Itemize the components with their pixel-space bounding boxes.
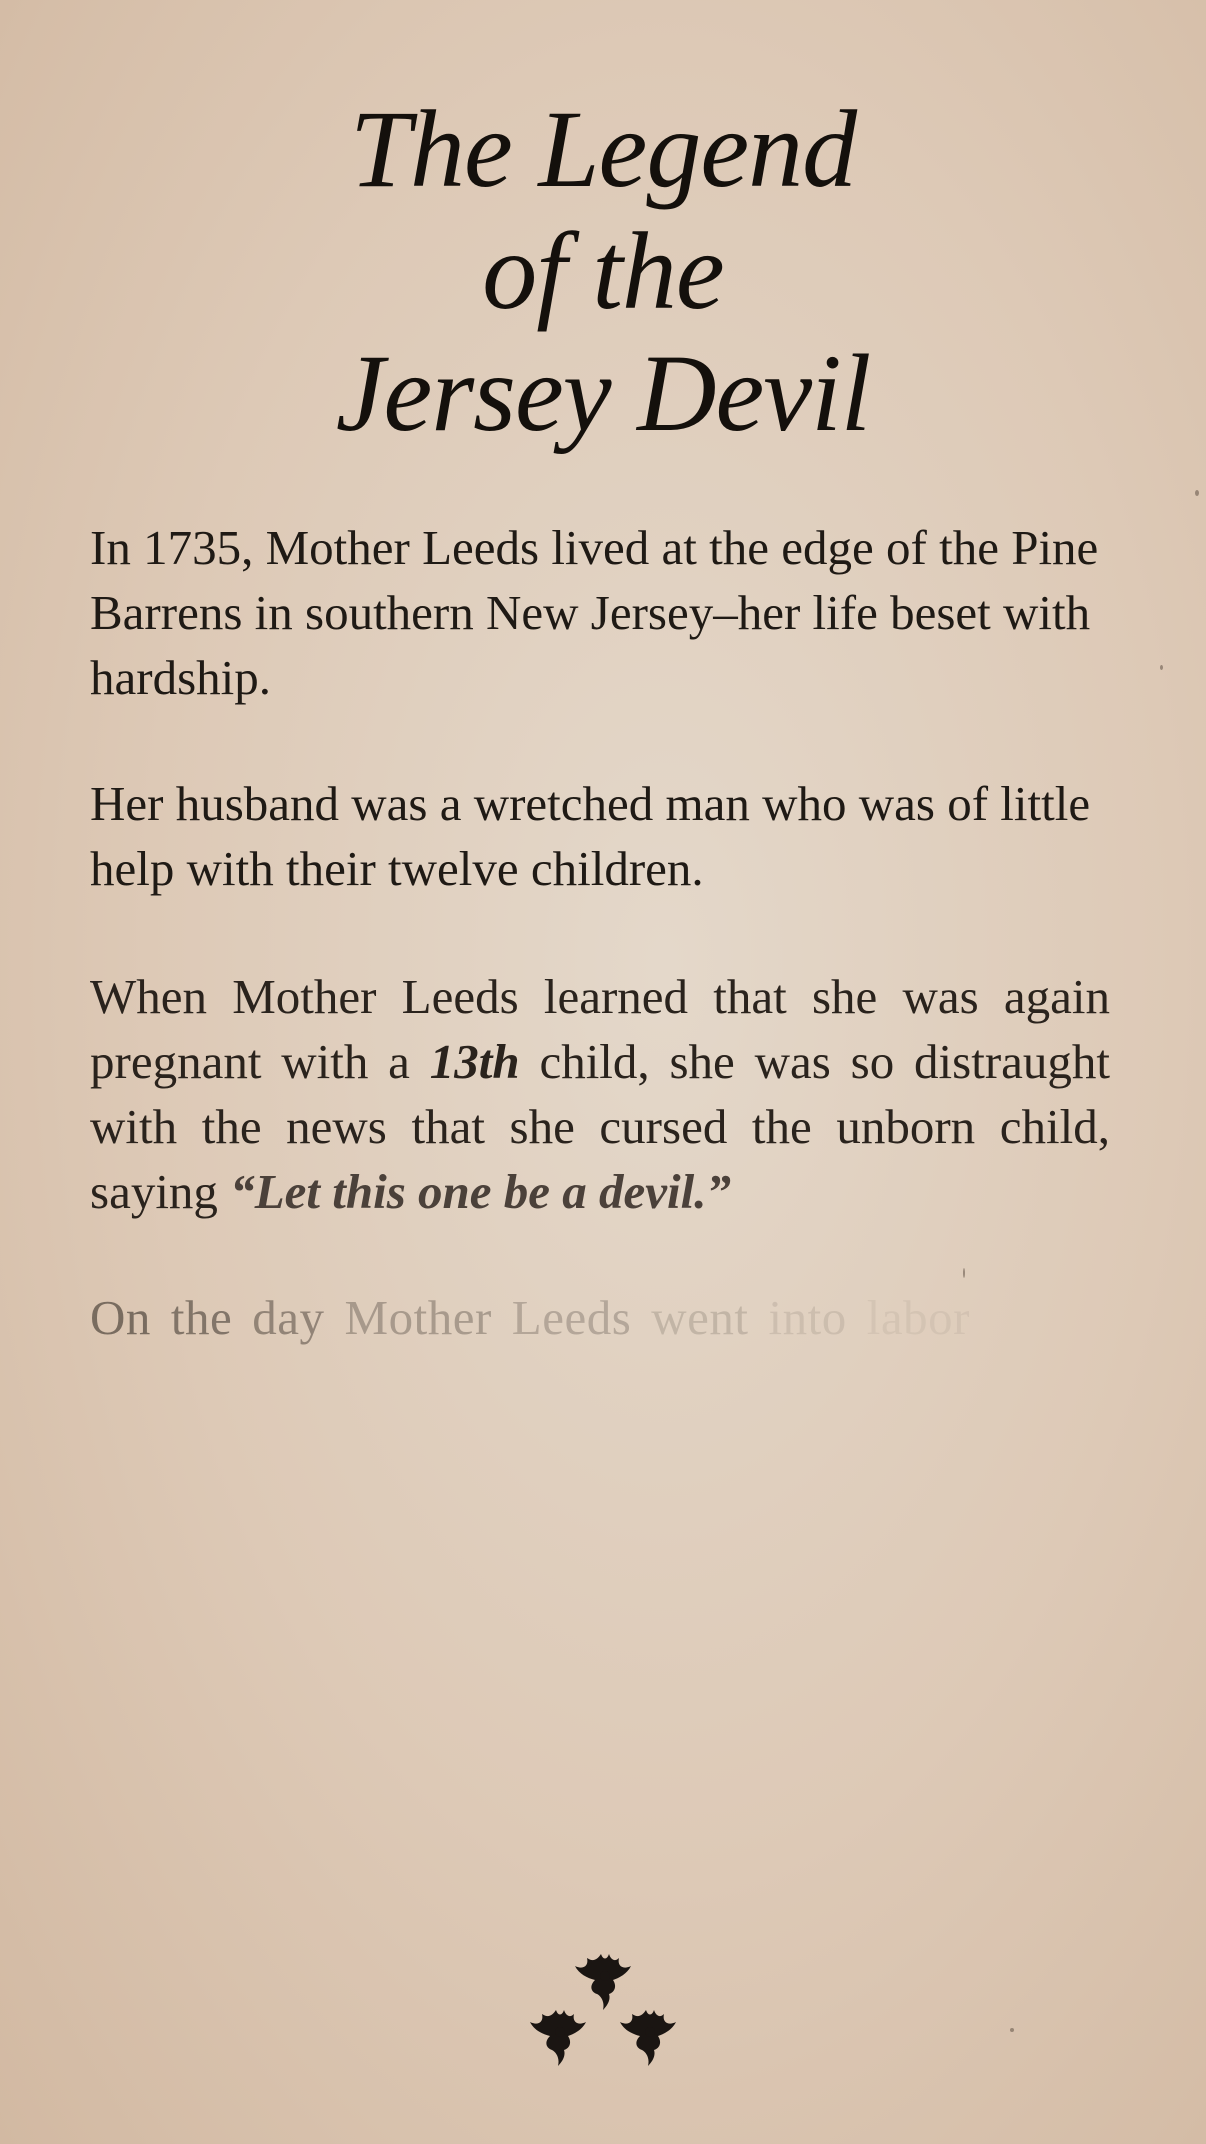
fading-word: day bbox=[252, 1290, 325, 1345]
paper-speck bbox=[1195, 490, 1199, 496]
paragraph-3-part-2: child, she was so distraught with the news that she cursed the unborn child, saying bbox=[90, 1034, 1110, 1219]
three-dragon-crest-icon bbox=[520, 1948, 690, 2078]
fading-word: Leeds bbox=[511, 1290, 632, 1345]
fading-word: into bbox=[768, 1290, 847, 1345]
fading-word: labor bbox=[866, 1290, 970, 1345]
paper-speck bbox=[1160, 665, 1163, 670]
fading-word: the bbox=[170, 1290, 233, 1345]
devil-quote: “Let this one be a devil.” bbox=[230, 1164, 732, 1219]
paper-speck bbox=[1010, 2028, 1014, 2032]
paragraph-3 bbox=[90, 964, 1110, 1224]
paragraph-3-text bbox=[90, 964, 1110, 1224]
paragraph-4-fading bbox=[90, 1285, 1110, 1350]
fading-word: On bbox=[90, 1290, 151, 1345]
paragraph-2-text: Her husband was a wretched man who was of little help with their twelve children. bbox=[90, 776, 1091, 896]
paragraph-3-part-1: When Mother Leeds learned that she was again pregnant with a bbox=[90, 969, 1110, 1089]
paragraph-1-text: In 1735, Mother Leeds lived at the edge of the Pine Barrens in southern New Jersey–her life beset with hardship. bbox=[90, 520, 1099, 705]
title-line-3: Jersey Devil bbox=[335, 332, 871, 454]
fading-line bbox=[90, 1285, 1110, 1350]
paragraph-2 bbox=[90, 771, 1110, 901]
paragraph-1 bbox=[90, 515, 1110, 710]
ordinal-suffix: th bbox=[478, 1034, 520, 1089]
title-line-1: The Legend bbox=[349, 88, 857, 210]
page-title bbox=[0, 88, 1206, 454]
fading-word: Mother bbox=[344, 1290, 492, 1345]
fading-word: went bbox=[651, 1290, 749, 1345]
paper-speck bbox=[963, 1268, 965, 1278]
ordinal-number: 13 bbox=[429, 1034, 479, 1089]
title-line-2: of the bbox=[482, 210, 724, 332]
